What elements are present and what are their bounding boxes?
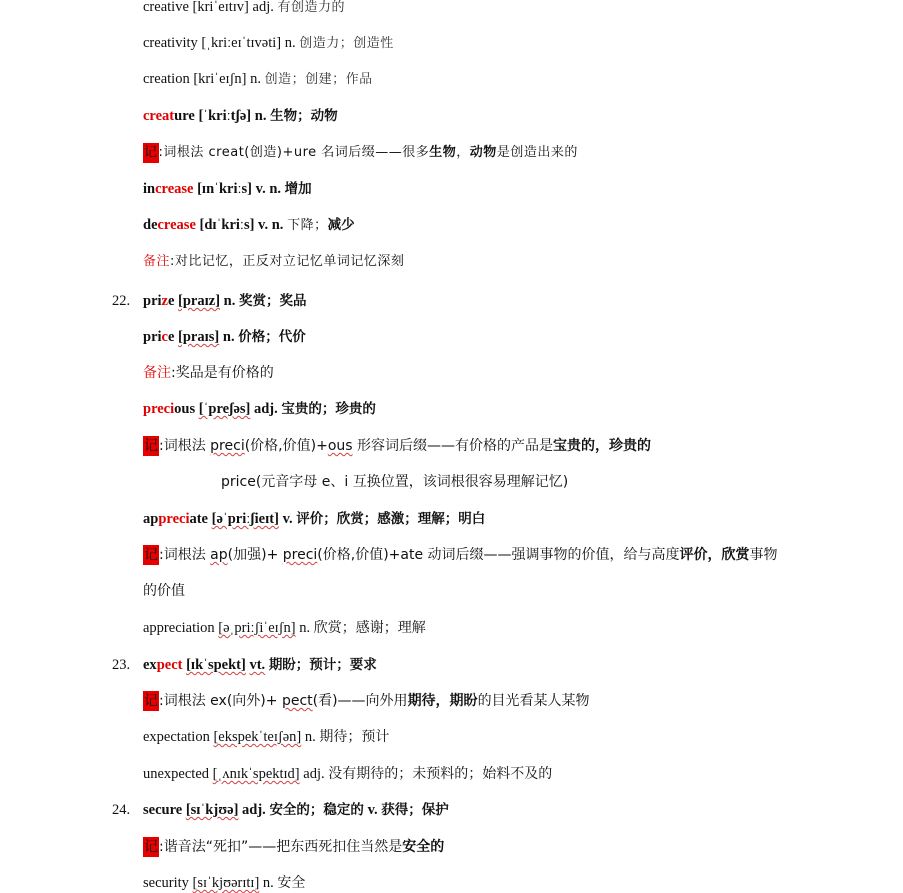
memo-text: :词根法 ex(向外)+ xyxy=(159,693,282,709)
word-root: creat xyxy=(143,108,175,124)
word-root: preci xyxy=(158,511,190,527)
phonetic: [dɪˈkriːs] xyxy=(199,217,255,233)
memo-price-note: price(元音字母 e、i 互换位置，该词根很容易理解记忆) xyxy=(221,474,569,490)
phonetic: [ˈkriːtʃə] xyxy=(198,108,252,124)
memo-bold: 安全的 xyxy=(402,839,445,855)
pos: n. xyxy=(284,35,296,51)
memo-appreciate-cont: 的价值 xyxy=(143,583,185,599)
memo-text: (价格,价值)+ate 动词后缀——强调事物的价值，给与高度 xyxy=(317,547,680,563)
meaning: 没有期待的；未预料的；始料不及的 xyxy=(328,766,553,782)
memo-bold: 期待，期盼 xyxy=(407,693,478,709)
memo-bold: 动物 xyxy=(469,145,497,160)
memo-mark: 记 xyxy=(144,547,158,563)
memo-text: ， xyxy=(456,145,470,160)
memo-bold: 宝贵的，珍贵的 xyxy=(553,438,652,454)
entry-security xyxy=(143,873,305,893)
memo-mark: 记 xyxy=(144,839,158,855)
memo-suffix: ous xyxy=(327,438,353,454)
word-prefix: de xyxy=(143,217,158,233)
word-prefix: in xyxy=(143,181,156,197)
entry-price xyxy=(143,327,306,347)
note-contrast xyxy=(143,252,404,272)
pos: adj. xyxy=(242,802,266,818)
word-highlight: c xyxy=(161,329,168,345)
word-root: crease xyxy=(157,217,196,233)
entry-creature xyxy=(143,106,338,126)
meaning-2: 获得；保护 xyxy=(381,802,449,818)
phonetic: [ˌkriːeɪˈtɪvəti] xyxy=(201,35,282,51)
entry-expectation xyxy=(143,727,389,747)
phonetic: [ɪkˈspekt] xyxy=(186,657,246,673)
word: unexpected xyxy=(143,766,210,782)
note-label: 备注 xyxy=(143,365,171,381)
memo-root: pect xyxy=(281,693,313,709)
phonetic: [sɪˈkjʊə] xyxy=(185,802,239,818)
pos: v. n. xyxy=(255,181,282,197)
meaning: 期待；预计 xyxy=(319,729,390,745)
word-part: pri xyxy=(143,293,162,309)
entry-precious xyxy=(143,399,376,419)
word xyxy=(143,657,182,673)
word-part: e xyxy=(167,293,175,309)
memo-mark: 记 xyxy=(143,143,159,163)
entry-creativity xyxy=(143,33,394,53)
entry-increase xyxy=(143,179,312,199)
meaning: 生物；动物 xyxy=(270,108,338,124)
phonetic: [kriˈeɪtɪv] xyxy=(192,0,249,15)
word-root: preci xyxy=(143,401,175,417)
phonetic: [praɪs] xyxy=(178,329,220,345)
word: creation xyxy=(143,71,190,87)
entry-expect xyxy=(143,655,377,675)
phonetic: [əˈpriːʃieɪt] xyxy=(211,511,279,527)
memo-text: (加强)+ xyxy=(227,547,283,563)
entry-unexpected xyxy=(143,764,552,784)
phonetic: [ˈpreʃəs] xyxy=(198,401,251,417)
word-rest: ous xyxy=(174,401,196,417)
memo-bold: 生物 xyxy=(429,145,457,160)
word-prefix: ap xyxy=(143,511,159,527)
memo-appreciate xyxy=(143,545,778,565)
pos: adj. xyxy=(253,401,278,417)
memo-root: ap xyxy=(210,547,228,563)
meaning: 期盼；预计；要求 xyxy=(268,657,377,673)
meaning: 增加 xyxy=(284,181,312,197)
pos: n. xyxy=(254,108,267,124)
meaning: 创造力；创造性 xyxy=(299,36,394,51)
meaning: 宝贵的；珍贵的 xyxy=(281,401,376,417)
pos: n. xyxy=(304,729,316,745)
phonetic: [kriˈeɪʃn] xyxy=(193,71,247,87)
word xyxy=(143,401,195,417)
word: expectation xyxy=(143,729,210,745)
pos: n. xyxy=(299,620,311,636)
pos: vt. xyxy=(249,657,266,673)
entry-creation xyxy=(143,69,373,89)
item-number-22: 22. xyxy=(112,293,131,309)
memo-expect xyxy=(143,691,590,711)
pos: n. xyxy=(250,71,261,87)
memo-text: 形容词后缀——有价格的产品是 xyxy=(352,438,554,454)
pos: adj. xyxy=(303,766,325,782)
entry-appreciate xyxy=(143,509,485,529)
memo-text: :词根法 xyxy=(159,547,211,563)
meaning: 奖赏；奖品 xyxy=(239,293,307,309)
word-prefix: ex xyxy=(143,657,157,673)
word: appreciation xyxy=(143,620,215,636)
phonetic: [ˌʌnɪkˈspektɪd] xyxy=(212,766,300,782)
word: creative xyxy=(143,0,189,15)
entry-decrease xyxy=(143,215,355,235)
pos: v. n. xyxy=(258,217,284,233)
word: creativity xyxy=(143,35,198,51)
memo-text: 的目光看某人某物 xyxy=(477,693,590,709)
phonetic: [ekspekˈteɪʃən] xyxy=(213,729,302,745)
memo-creature xyxy=(143,143,578,163)
word: secure xyxy=(143,802,183,818)
word-root: crease xyxy=(155,181,194,197)
item-number-23: 23. xyxy=(112,657,131,673)
memo-text: (看)——向外用 xyxy=(312,693,408,709)
memo-mark: 记 xyxy=(144,438,158,454)
entry-secure xyxy=(143,800,449,820)
memo-precious xyxy=(143,436,651,456)
note-prize xyxy=(143,363,274,383)
entry-prize xyxy=(143,291,307,311)
meaning: 价格；代价 xyxy=(238,329,306,345)
memo-root: preci xyxy=(282,547,318,563)
word xyxy=(143,329,174,345)
memo-secure xyxy=(143,837,444,857)
phonetic: [sɪˈkjʊərɪtɪ] xyxy=(192,875,260,891)
meaning-bold: 减少 xyxy=(327,217,355,233)
phonetic: [praɪz] xyxy=(178,293,221,309)
meaning: 创造；创建；作品 xyxy=(264,72,373,87)
pos: n. xyxy=(222,329,235,345)
memo-text: :词根法 xyxy=(159,438,211,454)
phonetic: [əˌpriːʃiˈeɪʃn] xyxy=(218,620,296,636)
item-number-24: 24. xyxy=(112,802,131,818)
pos: n. xyxy=(223,293,236,309)
memo-text: :词根法 creat(创造)+ure 名词后缀——很多 xyxy=(158,145,430,160)
memo-mark: 记 xyxy=(144,693,158,709)
note-label: 备注 xyxy=(143,254,171,269)
meaning: 欣赏；感谢；理解 xyxy=(313,620,426,636)
memo-text: 是创造出来的 xyxy=(496,145,578,160)
memo-text: 事物 xyxy=(749,547,778,563)
word xyxy=(143,511,208,527)
phonetic: [ɪnˈkriːs] xyxy=(197,181,253,197)
memo-root: preci xyxy=(210,438,245,454)
pos: n. xyxy=(262,875,274,891)
word-suffix: ate xyxy=(189,511,208,527)
note-text: :奖品是有价格的 xyxy=(171,365,274,381)
word-part: e xyxy=(167,329,175,345)
word: security xyxy=(143,875,189,891)
entry-creative xyxy=(143,0,345,17)
meaning: 有创造力的 xyxy=(277,0,345,15)
word xyxy=(143,108,195,124)
word xyxy=(143,293,174,309)
meaning: 下降； xyxy=(287,218,328,233)
entry-appreciation xyxy=(143,618,426,638)
word-rest: ure xyxy=(174,108,195,124)
memo-bold: 评价，欣赏 xyxy=(679,547,750,563)
word-root: pect xyxy=(156,657,183,673)
pos: v. xyxy=(282,511,293,527)
memo-text: (价格,价值)+ xyxy=(244,438,328,454)
memo-text: :谐音法“死扣”——把东西死扣住当然是 xyxy=(159,839,403,855)
pos: adj. xyxy=(252,0,274,15)
word-highlight: z xyxy=(161,293,168,309)
word xyxy=(143,217,196,233)
pos-2: v. xyxy=(367,802,378,818)
meaning: 安全 xyxy=(277,875,306,891)
meaning: 安全的；稳定的 xyxy=(269,802,364,818)
meaning: 评价；欣赏；感激；理解；明白 xyxy=(296,511,486,527)
word xyxy=(143,181,193,197)
word-part: pri xyxy=(143,329,162,345)
note-text: :对比记忆，正反对立记忆单词记忆深刻 xyxy=(170,254,405,269)
